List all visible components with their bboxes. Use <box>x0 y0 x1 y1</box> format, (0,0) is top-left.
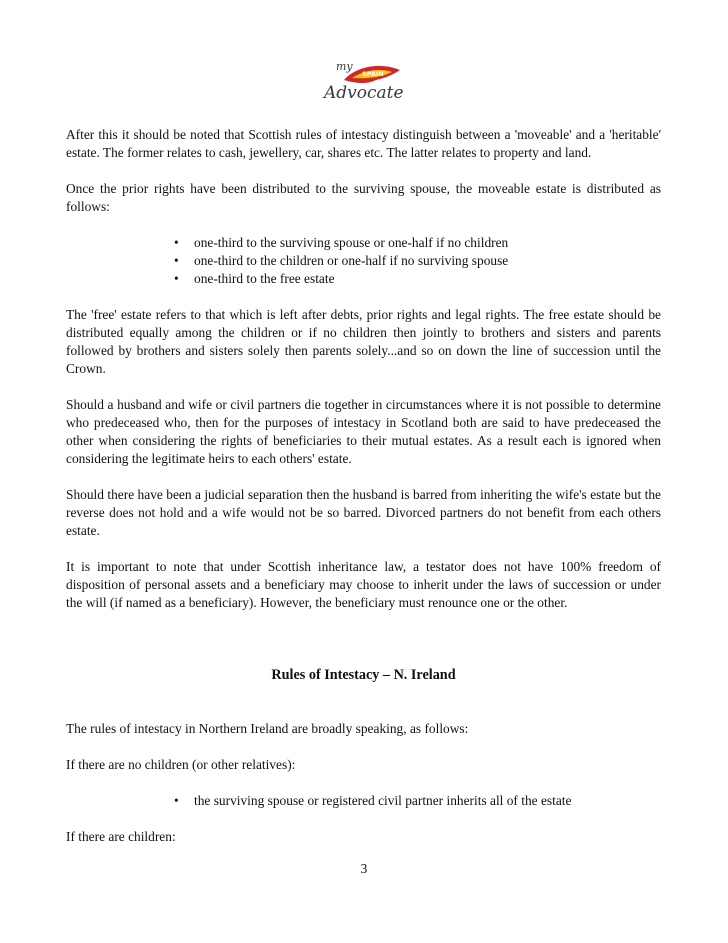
bullet-icon: • <box>174 253 179 268</box>
logo-my: my <box>336 60 353 73</box>
bullet-icon: • <box>174 271 179 286</box>
logo-main: Advocate <box>324 83 404 103</box>
paragraph-die-together: Should a husband and wife or civil partners die together in circumstances where it is not possible to determine who predeceased who, then for the purposes of intestacy in Scotland both are said to have predeceased the other when considering the rights of beneficiaries to their mutual estates. As a result each is ignored when considering the legitimate heirs to each others' estate. <box>66 397 661 466</box>
paragraph-moveable-distribution: Once the prior rights have been distributed to the surviving spouse, the moveable estate is distributed as follows: <box>66 181 661 214</box>
paragraph-moveable-heritable: After this it should be noted that Scottish rules of intestacy distinguish between a 'moveable' and a 'heritable' estate. The former relates to cash, jewellery, car, shares etc. The latter relates to property and land. <box>66 127 661 160</box>
document-body <box>66 126 661 846</box>
paragraph-ni-intro: The rules of intestacy in Northern Ireland are broadly speaking, as follows: <box>66 721 469 736</box>
paragraph-free-estate: The 'free' estate refers to that which is left after debts, prior rights and legal rights. The free estate should be distributed equally among the children or if no children then jointly to brothers and sisters and parents followed by brothers and sisters solely then parents solely...and so on down the line of succession until the Crown. <box>66 307 661 376</box>
section-heading: Rules of Intestacy – N. Ireland <box>271 667 456 683</box>
bullet-icon: • <box>174 793 179 808</box>
page-number: 3 <box>360 861 368 876</box>
paragraph-judicial-separation: Should there have been a judicial separation then the husband is barred from inheriting the wife's estate but the reverse does not hold and a wife would not be so barred. Divorced partners do not benefit from each others estate. <box>66 487 661 538</box>
bullet-icon: • <box>174 235 179 250</box>
list-item: • one-third to the children or one-half if no surviving spouse <box>174 253 509 268</box>
list-item: • the surviving spouse or registered civil partner inherits all of the estate <box>174 793 572 808</box>
paragraph-no-children: If there are no children (or other relatives): <box>66 757 296 772</box>
distribution-list <box>66 234 661 288</box>
my-spain-advocate-logo <box>322 54 408 110</box>
list-item: • one-third to the surviving spouse or one-half if no children <box>174 235 509 250</box>
logo-badge: SPAIN <box>362 70 384 78</box>
list-item: • one-third to the free estate <box>174 271 335 286</box>
paragraph-testator-freedom: It is important to note that under Scottish inheritance law, a testator does not have 100% freedom of disposition of personal assets and a beneficiary may choose to inherit under the laws of succession or under the will (if named as a beneficiary). However, the beneficiary must renounce one or the other. <box>66 559 661 610</box>
no-children-list <box>66 792 661 810</box>
paragraph-children: If there are children: <box>66 829 176 844</box>
